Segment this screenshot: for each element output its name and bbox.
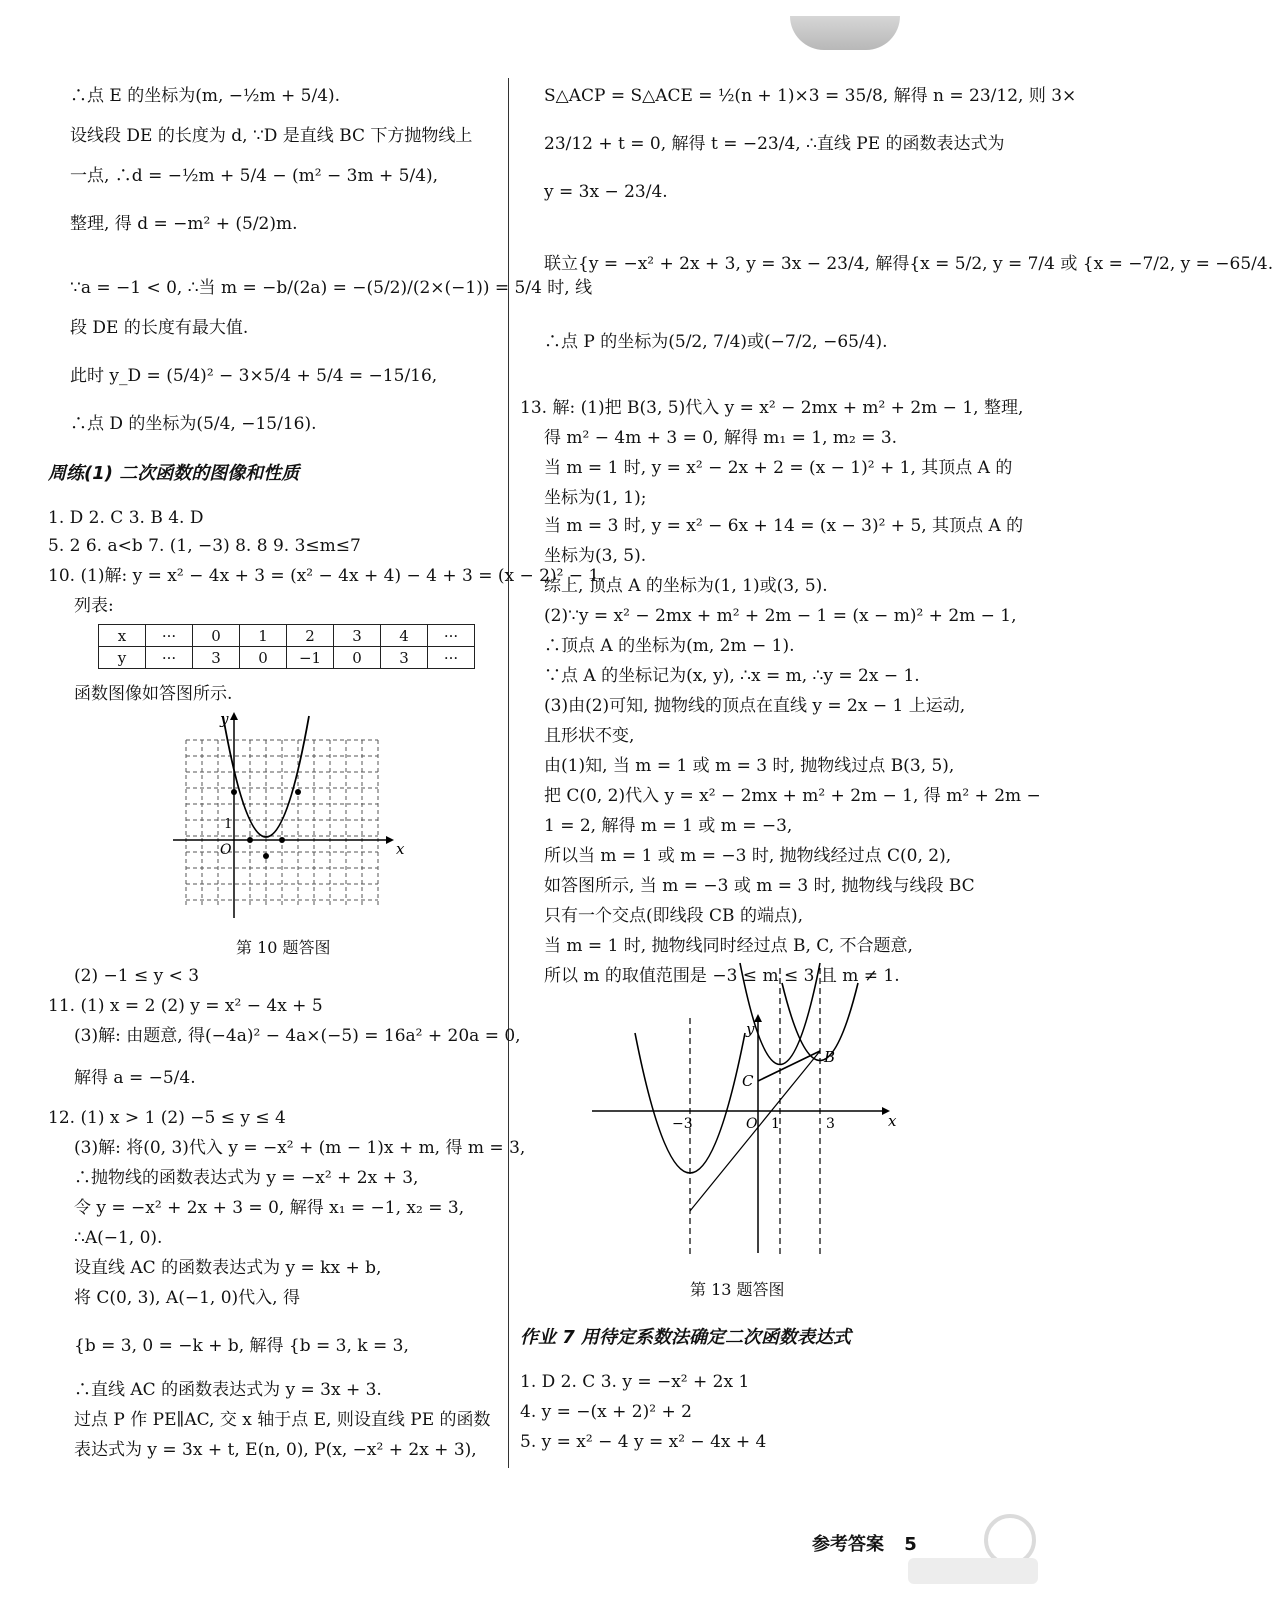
answer-line: 将 C(0, 3), A(−1, 0)代入, 得 [74, 1288, 300, 1308]
answer-line: 4. y = −(x + 2)² + 2 [520, 1402, 692, 1422]
table-cell: 0 [334, 647, 381, 669]
table-row [99, 647, 475, 669]
point-marker [247, 837, 253, 843]
y-axis-label: y [746, 1020, 755, 1038]
text-line: 联立{y = −x² + 2x + 3, y = 3x − 23/4, 解得{x = 5/2, y = 7/4 或 {x = −7/2, y = −65/4. [544, 254, 1273, 274]
origin-label: O [746, 1116, 758, 1132]
answer-line: 12. (1) x > 1 (2) −5 ≤ y ≤ 4 [48, 1108, 286, 1128]
answer-line: 1. D 2. C 3. y = −x² + 2x 1 [520, 1372, 750, 1392]
section-heading: 作业 7 用待定系数法确定二次函数表达式 [520, 1327, 852, 1348]
figure-caption: 第 13 题答图 [690, 1280, 785, 1299]
figure-caption: 第 10 题答图 [236, 938, 331, 957]
table-cell: 2 [287, 625, 334, 647]
text-line: 坐标为(3, 5). [544, 546, 647, 566]
tick-label: 3 [826, 1116, 835, 1132]
text-line: 23/12 + t = 0, 解得 t = −23/4, ∴直线 PE 的函数表达式为 [544, 134, 1005, 154]
text-line: 此时 y_D = (5/4)² − 3×5/4 + 5/4 = −15/16, [70, 366, 438, 386]
watermark-logo [900, 1510, 1040, 1590]
text-line: ∴点 D 的坐标为(5/4, −15/16). [70, 414, 317, 434]
text-line: (2)∵y = x² − 2mx + m² + 2m − 1 = (x − m)² + 2m − 1, [544, 606, 1017, 626]
tick-label: −3 [672, 1116, 693, 1132]
text-line: 得 m² − 4m + 3 = 0, 解得 m₁ = 1, m₂ = 3. [544, 428, 898, 448]
table-cell: y [99, 647, 146, 669]
y-axis-label: y [220, 710, 229, 728]
answer-line: ∴直线 AC 的函数表达式为 y = 3x + 3. [74, 1380, 382, 1400]
table-cell: 0 [240, 647, 287, 669]
answer-line: {b = 3, 0 = −k + b, 解得 {b = 3, k = 3, [74, 1336, 409, 1356]
table-cell: ··· [428, 647, 475, 669]
text-line: ∵a = −1 < 0, ∴当 m = −b/(2a) = −(5/2)/(2×(−1)) = 5/4 时, 线 [70, 278, 593, 298]
text-line: S△ACP = S△ACE = ½(n + 1)×3 = 35/8, 解得 n = 23/12, 则 3× [544, 86, 1077, 106]
y-axis-arrow [754, 1014, 762, 1022]
point-b-label: B [824, 1048, 836, 1066]
text-line: 把 C(0, 2)代入 y = x² − 2mx + m² + 2m − 1, 得 m² + 2m − [544, 786, 1041, 806]
value-table [98, 624, 475, 669]
answer-line: 函数图像如答图所示. [74, 684, 233, 704]
table-cell: 1 [240, 625, 287, 647]
table-cell: ··· [146, 625, 193, 647]
answer-line: 11. (1) x = 2 (2) y = x² − 4x + 5 [48, 996, 323, 1016]
text-line: 当 m = 3 时, y = x² − 6x + 14 = (x − 3)² + 5, 其顶点 A 的 [544, 516, 1024, 536]
dashed-guides [690, 968, 820, 1258]
text-line: 由(1)知, 当 m = 1 或 m = 3 时, 抛物线过点 B(3, 5), [544, 756, 955, 776]
footer-label: 参考答案 [812, 1534, 884, 1555]
table-cell: ··· [428, 625, 475, 647]
table-cell: 0 [193, 625, 240, 647]
table-cell: 4 [381, 625, 428, 647]
answer-line: 1. D 2. C 3. B 4. D [48, 508, 204, 528]
text-line: 1 = 2, 解得 m = 1 或 m = −3, [544, 816, 793, 836]
answer-line: 5. 2 6. a<b 7. (1, −3) 8. 8 9. 3≤m≤7 [48, 536, 361, 556]
table-row [99, 625, 475, 647]
section-heading: 周练(1) 二次函数的图像和性质 [48, 463, 300, 484]
text-line: 如答图所示, 当 m = −3 或 m = 3 时, 抛物线与线段 BC [544, 876, 975, 896]
point-marker [231, 789, 237, 795]
text-line: 坐标为(1, 1); [544, 488, 647, 508]
answer-line: 设直线 AC 的函数表达式为 y = kx + b, [74, 1258, 382, 1278]
origin-label: O [220, 842, 232, 858]
x-axis-arrow [386, 836, 394, 844]
answer-line: ∴A(−1, 0). [74, 1228, 163, 1248]
text-line: ∴顶点 A 的坐标为(m, 2m − 1). [544, 636, 795, 656]
table-cell: −1 [287, 647, 334, 669]
point-c-label: C [742, 1072, 754, 1090]
page-number: 5 [904, 1534, 917, 1555]
text-line: 13. 解: (1)把 B(3, 5)代入 y = x² − 2mx + m² + 2m − 1, 整理, [520, 398, 1024, 418]
table-cell: ··· [146, 647, 193, 669]
text-line: ∵点 A 的坐标记为(x, y), ∴x = m, ∴y = 2x − 1. [544, 666, 920, 686]
answer-line: 表达式为 y = 3x + t, E(n, 0), P(x, −x² + 2x + 3), [74, 1440, 477, 1460]
answer-line: ∴抛物线的函数表达式为 y = −x² + 2x + 3, [74, 1168, 419, 1188]
grid [186, 740, 378, 908]
table-cell: 3 [381, 647, 428, 669]
answer-line: 列表: [74, 596, 114, 616]
figure-13-graph [590, 958, 900, 1268]
text-line: 段 DE 的长度有最大值. [70, 318, 249, 338]
table-cell: 3 [193, 647, 240, 669]
text-line: 且形状不变, [544, 726, 635, 746]
table-cell: 3 [334, 625, 381, 647]
answer-line: 5. y = x² − 4 y = x² − 4x + 4 [520, 1432, 767, 1452]
header-decoration [790, 16, 900, 50]
text-line: 当 m = 1 时, 抛物线同时经过点 B, C, 不合题意, [544, 936, 913, 956]
point-marker [263, 853, 269, 859]
answer-line: 令 y = −x² + 2x + 3 = 0, 解得 x₁ = −1, x₂ = 3, [74, 1198, 465, 1218]
text-line: ∴点 E 的坐标为(m, −½m + 5/4). [70, 86, 341, 106]
figure-10-graph [168, 708, 408, 928]
text-line: ∴点 P 的坐标为(5/2, 7/4)或(−7/2, −65/4). [544, 332, 888, 352]
text-line: 当 m = 1 时, y = x² − 2x + 2 = (x − 1)² + 1, 其顶点 A 的 [544, 458, 1013, 478]
point-marker [279, 837, 285, 843]
text-line: 整理, 得 d = −m² + (5/2)m. [70, 214, 298, 234]
text-line: (3)由(2)可知, 抛物线的顶点在直线 y = 2x − 1 上运动, [544, 696, 966, 716]
text-line: 设线段 DE 的长度为 d, ∵D 是直线 BC 下方抛物线上 [70, 126, 473, 146]
answer-line: 10. (1)解: y = x² − 4x + 3 = (x² − 4x + 4) − 4 + 3 = (x − 2)² − 1. [48, 566, 605, 586]
tick-label: 1 [771, 1116, 780, 1132]
answer-line: 过点 P 作 PE∥AC, 交 x 轴于点 E, 则设直线 PE 的函数 [74, 1410, 491, 1430]
answer-line: (3)解: 由题意, 得(−4a)² − 4a×(−5) = 16a² + 20a = 0, [74, 1026, 521, 1046]
table-cell: x [99, 625, 146, 647]
text-line: 一点, ∴d = −½m + 5/4 − (m² − 3m + 5/4), [70, 166, 439, 186]
text-line: 综上, 顶点 A 的坐标为(1, 1)或(3, 5). [544, 576, 828, 596]
text-line: y = 3x − 23/4. [544, 182, 668, 202]
tick-label: 1 [224, 817, 233, 832]
y-axis-arrow [230, 712, 238, 720]
x-axis-label: x [888, 1112, 897, 1130]
x-axis-label: x [396, 840, 405, 858]
text-line: 所以 m 的取值范围是 −3 ≤ m ≤ 3 且 m ≠ 1. [544, 966, 900, 986]
text-line: 所以当 m = 1 或 m = −3 时, 抛物线经过点 C(0, 2), [544, 846, 952, 866]
text-line: 只有一个交点(即线段 CB 的端点), [544, 906, 803, 926]
answer-line: (2) −1 ≤ y < 3 [74, 966, 200, 986]
point-marker [295, 789, 301, 795]
answer-line: 解得 a = −5/4. [74, 1068, 196, 1088]
answer-line: (3)解: 将(0, 3)代入 y = −x² + (m − 1)x + m, 得 m = 3, [74, 1138, 526, 1158]
